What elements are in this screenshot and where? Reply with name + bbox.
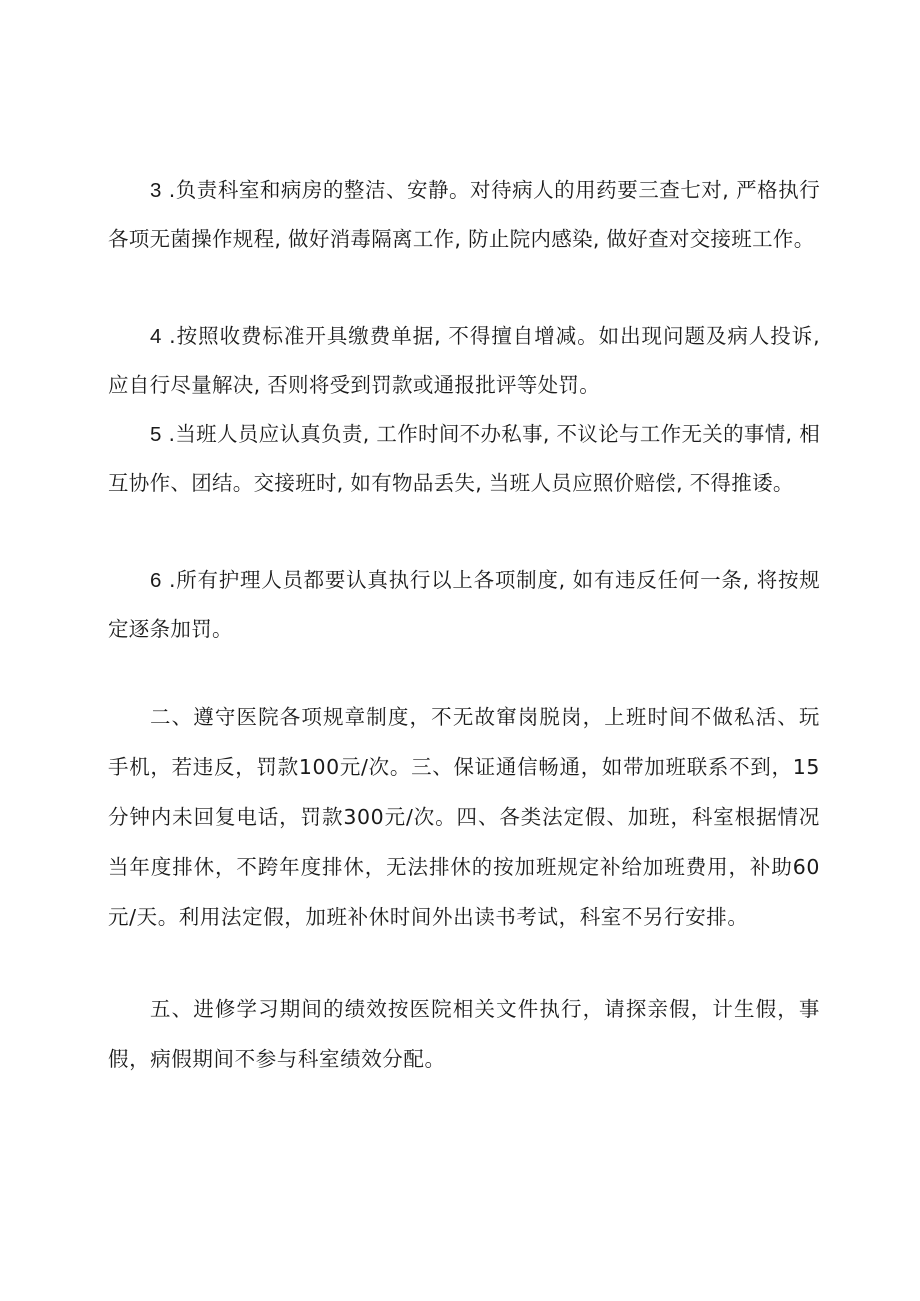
rule-5-paragraph xyxy=(108,410,820,507)
section-5-paragraph xyxy=(108,984,820,1084)
rule-4-number: 4 xyxy=(150,325,162,348)
rule-4-text: .按照收费标准开具缴费单据, 不得擅自增减。如出现问题及病人投诉, 应自行尽量解决, 否则将受到罚款或通报批评等处罚。 xyxy=(108,324,820,397)
rule-5-number: 5 xyxy=(150,423,162,446)
rule-6-paragraph xyxy=(108,556,820,653)
rule-5-text: .当班人员应认真负责, 工作时间不办私事, 不议论与工作无关的事情, 相互协作、团结。交接班时, 如有物品丢失, 当班人员应照价赔偿, 不得推诿。 xyxy=(108,422,820,495)
rule-3-paragraph xyxy=(108,166,820,263)
section-2-4-paragraph xyxy=(108,692,820,942)
rule-3-text: .负责科室和病房的整洁、安静。对待病人的用药要三查七对, 严格执行各项无菌操作规程, 做好消毒隔离工作, 防止院内感染, 做好查对交接班工作。 xyxy=(108,178,820,251)
rule-3-number: 3 xyxy=(150,179,162,202)
section-2-4-text: 二、遵守医院各项规章制度，不无故窜岗脱岗，上班时间不做私活、玩手机，若违反，罚款100元/次。三、保证通信畅通，如带加班联系不到，15分钟内未回复电话，罚款300元/次。四、各类法定假、加班，科室根据情况当年度排休，不跨年度排休，无法排休的按加班规定补给加班费用，补助60元/天。利用法定假，加班补休时间外出读书考试，科室不另行安排。 xyxy=(108,705,820,929)
section-5-text: 五、进修学习期间的绩效按医院相关文件执行，请探亲假，计生假，事假，病假期间不参与科室绩效分配。 xyxy=(108,997,820,1071)
rule-6-number: 6 xyxy=(150,569,162,592)
rule-4-paragraph xyxy=(108,312,820,409)
rule-6-text: .所有护理人员都要认真执行以上各项制度, 如有违反任何一条, 将按规定逐条加罚。 xyxy=(108,568,820,641)
